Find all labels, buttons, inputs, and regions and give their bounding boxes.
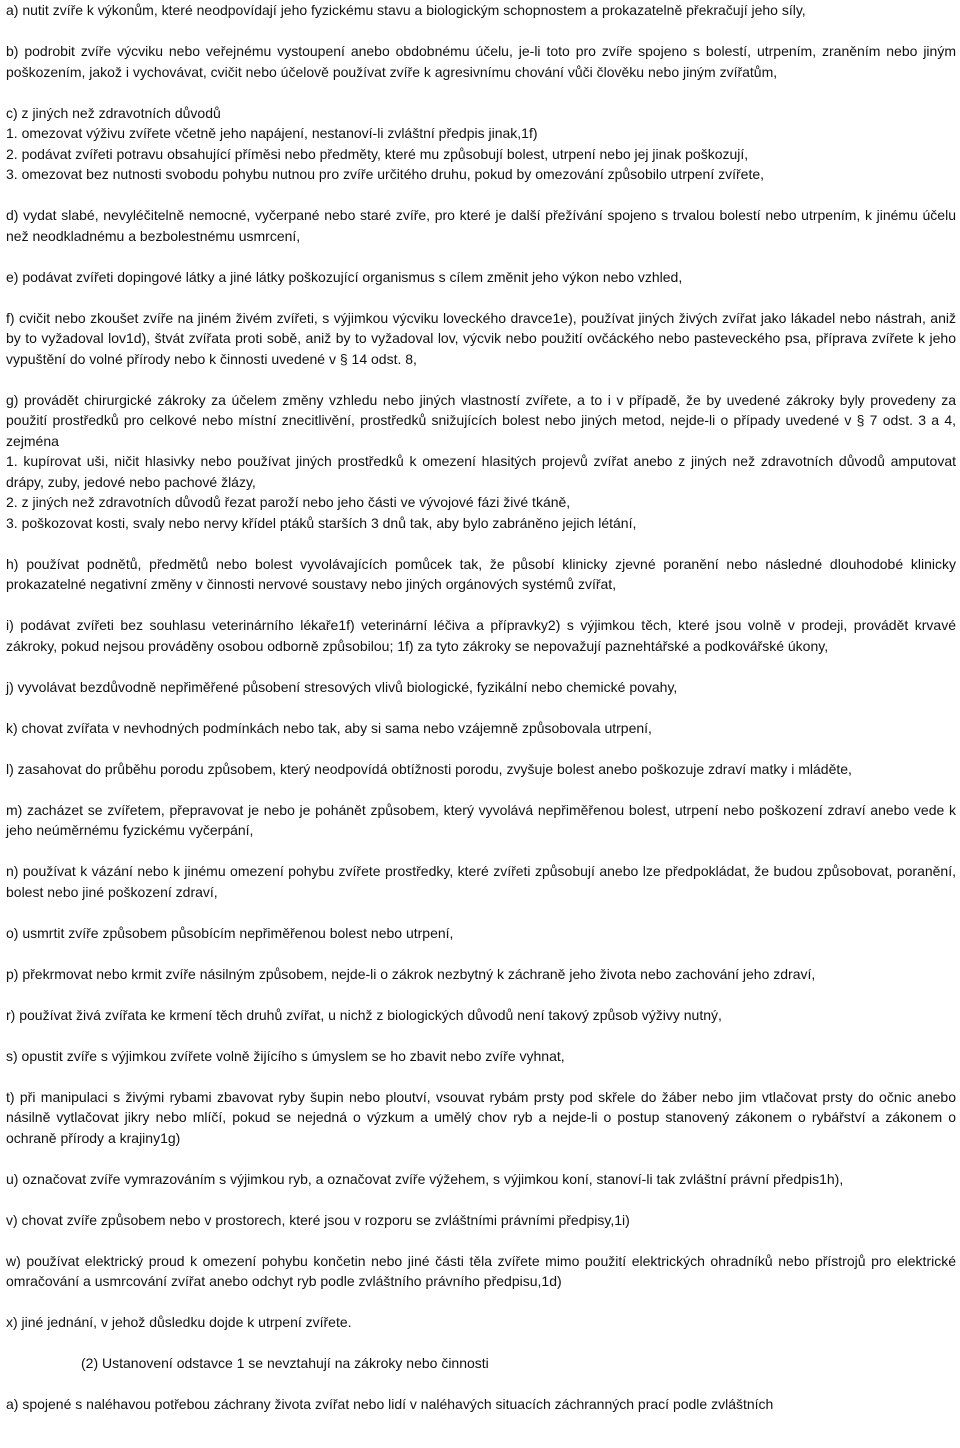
paragraph-c-1: 1. omezovat výživu zvířete včetně jeho napájení, nestanoví-li zvláštní předpis jinak,1f) bbox=[6, 125, 538, 141]
paragraph-g: g) provádět chirurgické zákroky za účelem změny vzhledu nebo jiných vlastností zvířete, a to i v případě, že by uvedené zákroky byly provedeny za použití prostředků pro celkové nebo místní znecitlivění, prostředků snižujících bolest nebo jiných metod, nejde-li o případy uvedené v § 7 odst. 3 a 4, zejména bbox=[6, 391, 956, 449]
paragraph-g-3: 3. poškozovat kosti, svaly nebo nervy křídel ptáků starších 3 dnů tak, aby bylo zabráněno jejich létání, bbox=[6, 514, 637, 531]
paragraph-a: a) nutit zvíře k výkonům, které neodpovídají jeho fyzickému stavu a biologickým schopnostem a prokazatelně překračují jeho síly, bbox=[6, 2, 806, 18]
section-2-heading: (2) Ustanovení odstavce 1 se nevztahují na zákroky nebo činnosti bbox=[81, 1355, 489, 1371]
paragraph-o: o) usmrtit zvíře způsobem působícím nepřiměřenou bolest nebo utrpení, bbox=[6, 924, 454, 941]
paragraph-x: x) jiné jednání, v jehož důsledku dojde k utrpení zvířete. bbox=[6, 1314, 352, 1330]
paragraph-n: n) používat k vázání nebo k jinému omezení pohybu zvířete prostředky, které zvířeti způsobují anebo lze předpokládat, že budou způsobovat, poranění, bolest nebo jiné poškození zdraví, bbox=[6, 863, 956, 900]
paragraph-k: k) chovat zvířata v nevhodných podmínkách nebo tak, aby si sama nebo vzájemně způsobovala utrpení, bbox=[6, 719, 652, 736]
paragraph-p: p) překrmovat nebo krmit zvíře násilným způsobem, nejde-li o zákrok nezbytný k záchraně jeho života nebo zachování jeho zdraví, bbox=[6, 965, 816, 982]
paragraph-w: w) používat elektrický proud k omezení pohybu končetin nebo jiné části těla zvířete mimo použití elektrických ohradníků nebo přístrojů pro elektrické omračování a usmrcování zvířat anebo odchyt ryb podle zvláštního právního předpisu,1d) bbox=[6, 1252, 956, 1289]
paragraph-g-2: 2. z jiných než zdravotních důvodů řezat paroží nebo jeho části ve vývojové fázi živé tkáně, bbox=[6, 494, 571, 510]
paragraph-r: r) používat živá zvířata ke krmení těch druhů zvířat, u nichž z biologických důvodů není takový způsob výživy nutný, bbox=[6, 1006, 722, 1023]
paragraph-c: c) z jiných než zdravotních důvodů bbox=[6, 104, 221, 121]
paragraph-m: m) zacházet se zvířetem, přepravovat je nebo je pohánět způsobem, který vyvolává nepřiměřenou bolest, utrpení nebo poškození zdraví anebo vede k jeho neúměrnému fyzickému vyčerpání, bbox=[6, 801, 956, 838]
paragraph-c-3: 3. omezovat bez nutnosti svobodu pohybu nutnou pro zvíře určitého druhu, pokud by omezování způsobilo utrpení zvířete, bbox=[6, 166, 765, 182]
paragraph-g-1: 1. kupírovat uši, ničit hlasivky nebo používat jiných prostředků k omezení hlasitých projevů zvířat anebo z jiných než zdravotních důvodů amputovat drápy, zuby, jedové nebo pachové žlázy, bbox=[6, 453, 956, 490]
paragraph-s: s) opustit zvíře s výjimkou zvířete volně žijícího s úmyslem se ho zbavit nebo zvíře vyhnat, bbox=[6, 1047, 565, 1064]
paragraph-t: t) při manipulaci s živými rybami zbavovat ryby šupin nebo ploutví, vsouvat rybám prsty pod skřele do žáber nebo jim vtlačovat prsty do očnic anebo násilně vytlačovat jikry nebo mlíčí, pokud se nejedná o výzkum a umělý chov ryb a nejde-li o postup stanovený zákonem o rybářství a zákonem o ochraně přírody a krajiny1g) bbox=[6, 1088, 956, 1146]
paragraph-j: j) vyvolávat bezdůvodně nepřiměřené působení stresových vlivů biologické, fyzikální nebo chemické povahy, bbox=[6, 678, 678, 695]
paragraph-c-2: 2. podávat zvířeti potravu obsahující příměsi nebo předměty, které mu způsobují bolest, utrpení nebo jej jinak poškozují, bbox=[6, 145, 749, 162]
paragraph-f: f) cvičit nebo zkoušet zvíře na jiném živém zvířeti, s výjimkou výcviku loveckého dravce1e), používat jiných živých zvířat jako lákadel nebo nástrah, aniž by to vyžadoval lov1d), štvát zvířata proti sobě, aniž by to vyžadoval lov, výcvik nebo použití ovčáckého nebo pasteveckého psa, příprava zvířete k jeho vypuštění do volné přírody nebo k činnosti uvedené v § 14 odst. 8, bbox=[6, 309, 956, 367]
paragraph-d: d) vydat slabé, nevyléčitelně nemocné, vyčerpané nebo staré zvíře, pro které je další přežívání spojeno s trvalou bolestí nebo utrpením, k jinému účelu než neodkladnému a bezbolestnému usmrcení, bbox=[6, 207, 956, 244]
paragraph-b: b) podrobit zvíře výcviku nebo veřejnému vystoupení anebo obdobnému účelu, je-li toto pro zvíře spojeno s bolestí, utrpením, zraněním nebo jiným poškozením, jakož i vychovávat, cvičit nebo účelově používat zvíře k agresivnímu chování vůči člověku nebo jiným zvířatům, bbox=[6, 43, 956, 80]
paragraph-v: v) chovat zvíře způsobem nebo v prostorech, které jsou v rozporu se zvláštními právními předpisy,1i) bbox=[6, 1211, 630, 1228]
paragraph-h: h) používat podnětů, předmětů nebo bolest vyvolávajících pomůcek tak, že působí klinicky zjevné poranění nebo následné dlouhodobé klinicky prokazatelné negativní změny v činnosti nervové soustavy nebo jiných orgánových systémů zvířat, bbox=[6, 555, 956, 592]
paragraph-i: i) podávat zvířeti bez souhlasu veterinárního lékaře1f) veterinární léčiva a přípravky2) s výjimkou těch, které jsou volně v prodeji, provádět krvavé zákroky, pokud nejsou prováděny osobou odborně způsobilou; 1f) za tyto zákroky se nepovažují paznehtářské a podkovářské úkony, bbox=[6, 617, 956, 654]
paragraph-l: l) zasahovat do průběhu porodu způsobem, který neodpovídá obtížnosti porodu, zvyšuje bolest anebo poškozuje zdraví matky i mláděte, bbox=[6, 760, 852, 777]
document-page bbox=[6, 0, 956, 1415]
paragraph-u: u) označovat zvíře vymrazováním s výjimkou ryb, a označovat zvíře výžehem, s výjimkou koní, stanoví-li tak zvláštní právní předpis1h), bbox=[6, 1170, 844, 1187]
paragraph-e: e) podávat zvířeti dopingové látky a jiné látky poškozující organismus s cílem změnit jeho výkon nebo vzhled, bbox=[6, 268, 683, 285]
section-2-item-a: a) spojené s naléhavou potřebou záchrany života zvířat nebo lidí v naléhavých situacích záchranných prací podle zvláštních bbox=[6, 1396, 774, 1412]
